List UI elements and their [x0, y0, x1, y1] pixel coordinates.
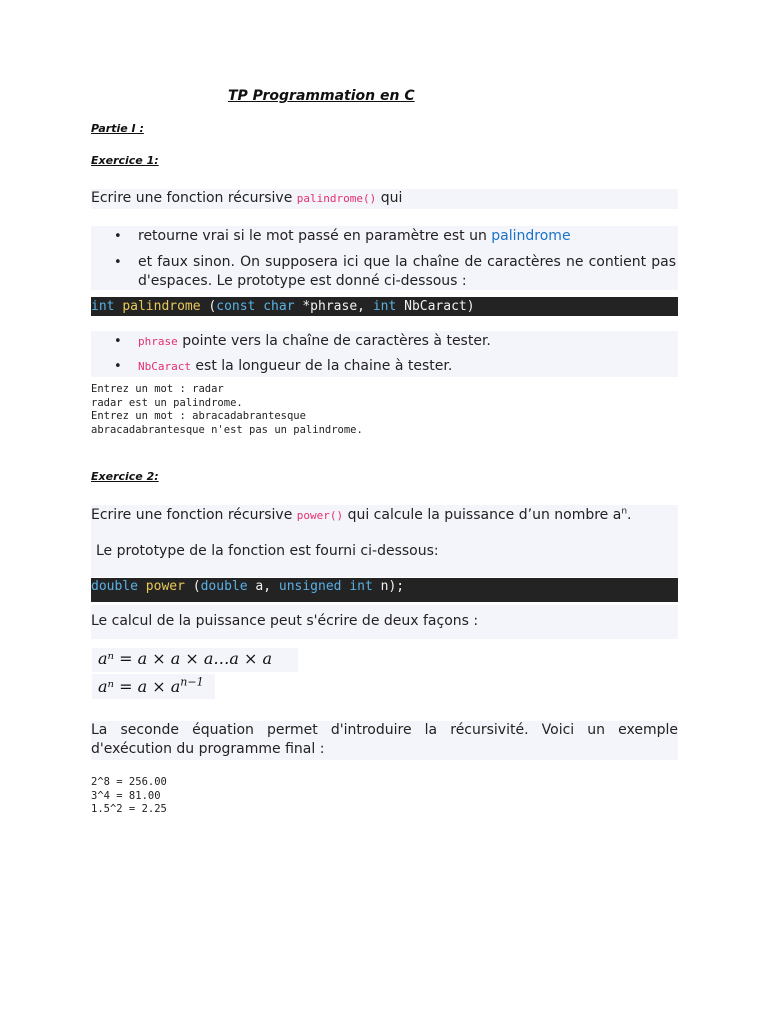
calc-paragraph [91, 605, 678, 639]
code-punct: a, [247, 579, 279, 594]
param-name: phrase [138, 335, 178, 348]
equation-2 [92, 674, 215, 699]
code-keyword: double [200, 579, 248, 594]
code-keyword: int [349, 579, 373, 594]
output-line: radar est un palindrome. [91, 396, 243, 409]
param-desc: est la longueur de la chaine à tester. [190, 358, 453, 374]
second-equation-text: La seconde équation permet d'introduire la récursivité. Voici un exemple d'exécution du programme final : [91, 722, 678, 757]
code-keyword: char [263, 299, 295, 314]
exponent: n [621, 506, 628, 517]
parameter-item [91, 332, 678, 351]
output-line: 2^8 = 256.00 [91, 776, 167, 788]
parameter-list [91, 331, 678, 377]
intro-text: Ecrire une fonction récursive [91, 507, 297, 523]
code-keyword: const [216, 299, 256, 314]
code-keyword: unsigned [278, 579, 342, 594]
code-punct: n); [372, 579, 405, 594]
bullet-item [91, 227, 676, 246]
power-prototype-code [91, 578, 678, 602]
intro-text-end: . [627, 507, 632, 523]
bullet-item [91, 253, 676, 291]
output-line: Entrez un mot : abracadabrantesque [91, 410, 306, 422]
part-heading: Partie I : [91, 122, 144, 135]
bullet-text: retourne vrai si le mot passé en paramètre est un [138, 228, 492, 244]
output-line: Entrez un mot : radar [91, 383, 224, 395]
output-line: 1.5^2 = 2.25 [91, 803, 167, 815]
second-equation-paragraph [91, 721, 678, 760]
output-line: abracadabrantesque n'est pas un palindrome. [91, 423, 363, 436]
exercise-2-intro [91, 505, 678, 577]
exercise-1-bullets [91, 226, 678, 290]
output-line: 3^4 = 81.00 [91, 789, 161, 802]
code-punct: *phrase, [294, 299, 373, 314]
code-function-name: palindrome [122, 299, 201, 314]
palindrome-link[interactable]: palindrome [491, 228, 571, 244]
intro-text: Ecrire une fonction récursive [91, 190, 297, 206]
prototype-intro: Le prototype de la fonction est fourni ci-dessous: [96, 543, 439, 559]
code-function-name: power [145, 579, 185, 594]
parameter-item [91, 357, 678, 376]
bullet-text: et faux sinon. On supposera ici que la chaîne de caractères ne contient pas d'espaces. Le prototype est donné ci-dessous : [138, 254, 676, 289]
code-punct: NbCaract) [396, 299, 475, 314]
palindrome-function-name: palindrome() [296, 192, 377, 205]
power-function-name: power() [296, 509, 344, 522]
code-punct: ( [200, 299, 217, 314]
code-keyword: int [91, 299, 115, 314]
param-name: NbCaract [138, 360, 191, 373]
calc-text: Le calcul de la puissance peut s'écrire de deux façons : [91, 613, 479, 629]
code-keyword: double [91, 579, 138, 594]
equation-2-base: aⁿ = a × a [98, 677, 181, 696]
exercise-1-heading: Exercice 1: [91, 154, 159, 167]
page-title: TP Programmation en C [228, 88, 415, 104]
exercise-1-output [91, 383, 363, 437]
equation-2-exponent: n−1 [180, 675, 204, 689]
exercise-2-heading: Exercice 2: [91, 470, 159, 483]
intro-text-end: qui [376, 190, 403, 206]
param-desc: pointe vers la chaîne de caractères à tester. [177, 333, 491, 349]
equation-1: aⁿ = a × a × a…a × a [92, 648, 298, 672]
intro-text: qui calcule la puissance d’un nombre a [343, 507, 622, 523]
code-punct: ( [184, 579, 201, 594]
code-keyword: int [372, 299, 397, 314]
exercise-1-intro [91, 189, 678, 209]
exercise-2-output [91, 776, 167, 817]
palindrome-prototype-code [91, 297, 678, 316]
